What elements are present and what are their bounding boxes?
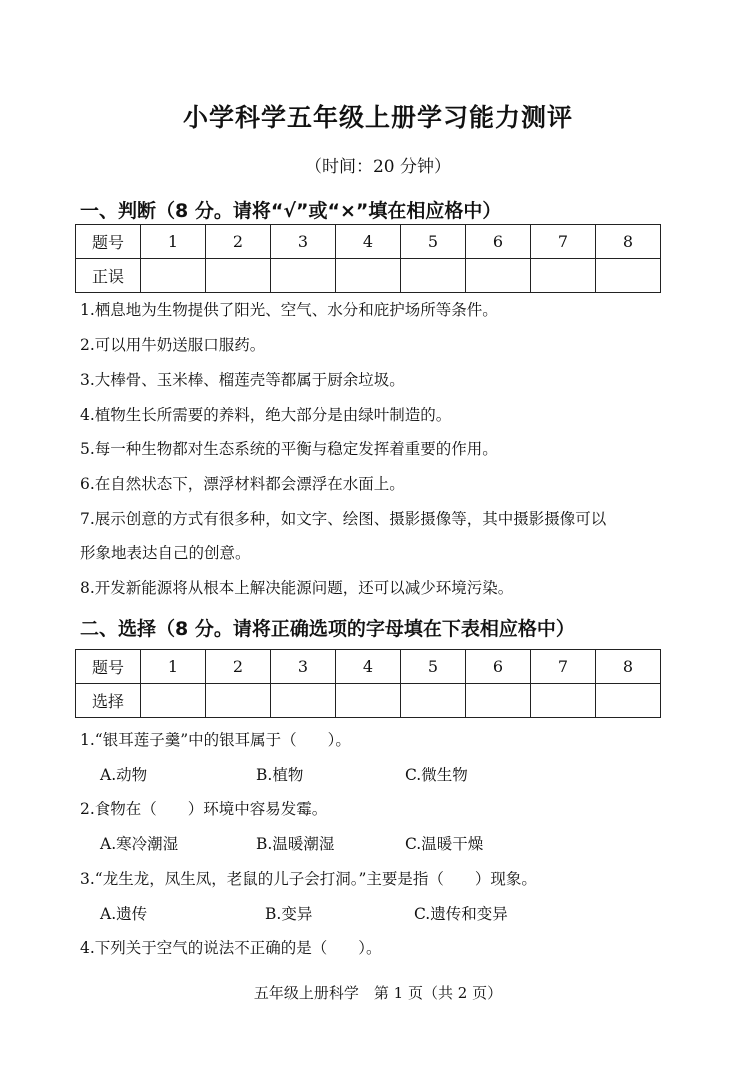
table-cell: 3 — [271, 650, 336, 684]
table-cell: 3 — [271, 225, 336, 259]
row-header: 选择 — [76, 684, 141, 718]
choice-question-4: 4.下列关于空气的说法不正确的是（ ）。 — [80, 939, 382, 957]
answer-cell[interactable] — [596, 684, 661, 718]
answer-cell[interactable] — [141, 259, 206, 293]
table-cell: 2 — [206, 225, 271, 259]
table-cell: 7 — [531, 225, 596, 259]
row-header: 题号 — [76, 225, 141, 259]
answer-cell[interactable] — [141, 684, 206, 718]
answer-cell[interactable] — [271, 259, 336, 293]
judge-answer-table — [75, 224, 661, 293]
section2-heading: 二、选择（8 分。请将正确选项的字母填在下表相应格中） — [80, 618, 575, 640]
choice-question-1: 1.“银耳莲子羹”中的银耳属于（ ）。 — [80, 731, 351, 749]
choice-2-option-a: A.寒冷潮湿 — [100, 835, 179, 853]
table-row — [76, 650, 661, 684]
page-footer: 五年级上册科学 第 1 页（共 2 页） — [253, 984, 503, 1002]
table-cell: 8 — [596, 225, 661, 259]
judge-item-8: 8.开发新能源将从根本上解决能源问题，还可以减少环境污染。 — [80, 579, 514, 597]
table-row — [76, 225, 661, 259]
table-cell: 4 — [336, 225, 401, 259]
judge-item-3: 3.大棒骨、玉米棒、榴莲壳等都属于厨余垃圾。 — [80, 371, 405, 389]
answer-cell[interactable] — [336, 684, 401, 718]
row-header: 正误 — [76, 259, 141, 293]
judge-item-7: 7.展示创意的方式有很多种，如文字、绘图、摄影摄像等，其中摄影摄像可以 — [80, 510, 607, 528]
answer-cell[interactable] — [206, 684, 271, 718]
judge-item-6: 6.在自然状态下，漂浮材料都会漂浮在水面上。 — [80, 475, 405, 493]
table-cell: 8 — [596, 650, 661, 684]
table-cell: 4 — [336, 650, 401, 684]
choice-2-option-c: C.温暖干燥 — [405, 835, 484, 853]
answer-cell[interactable] — [531, 684, 596, 718]
choice-3-option-a: A.遗传 — [100, 905, 148, 923]
choice-2-option-b: B.温暖潮湿 — [256, 835, 335, 853]
answer-cell[interactable] — [401, 259, 466, 293]
choice-3-option-b: B.变异 — [265, 905, 313, 923]
table-cell: 5 — [401, 650, 466, 684]
answer-cell[interactable] — [466, 259, 531, 293]
answer-cell[interactable] — [401, 684, 466, 718]
answer-cell[interactable] — [336, 259, 401, 293]
choice-1-option-b: B.植物 — [256, 766, 304, 784]
choice-1-option-c: C.微生物 — [405, 766, 468, 784]
table-cell: 5 — [401, 225, 466, 259]
table-cell: 2 — [206, 650, 271, 684]
time-limit: （时间：20 分钟） — [304, 157, 452, 177]
table-row — [76, 259, 661, 293]
table-cell: 1 — [141, 225, 206, 259]
choice-3-option-c: C.遗传和变异 — [414, 905, 508, 923]
judge-item-7-cont: 形象地表达自己的创意。 — [80, 544, 251, 562]
answer-cell[interactable] — [206, 259, 271, 293]
answer-cell[interactable] — [271, 684, 336, 718]
table-cell: 6 — [466, 225, 531, 259]
judge-item-4: 4.植物生长所需要的养料，绝大部分是由绿叶制造的。 — [80, 406, 452, 424]
choice-question-3: 3.“龙生龙，凤生凤，老鼠的儿子会打洞。”主要是指（ ）现象。 — [80, 870, 537, 888]
choice-question-2: 2.食物在（ ）环境中容易发霉。 — [80, 800, 328, 818]
answer-cell[interactable] — [596, 259, 661, 293]
row-header: 题号 — [76, 650, 141, 684]
judge-item-1: 1.栖息地为生物提供了阳光、空气、水分和庇护场所等条件。 — [80, 301, 498, 319]
answer-cell[interactable] — [466, 684, 531, 718]
page-title: 小学科学五年级上册学习能力测评 — [182, 103, 573, 132]
judge-item-5: 5.每一种生物都对生态系统的平衡与稳定发挥着重要的作用。 — [80, 440, 498, 458]
judge-item-2: 2.可以用牛奶送服口服药。 — [80, 336, 266, 354]
answer-cell[interactable] — [531, 259, 596, 293]
table-cell: 7 — [531, 650, 596, 684]
choice-answer-table — [75, 649, 661, 718]
table-row — [76, 684, 661, 718]
section1-heading: 一、判断（8 分。请将“√”或“×”填在相应格中） — [80, 200, 502, 222]
choice-1-option-a: A.动物 — [100, 766, 148, 784]
table-cell: 6 — [466, 650, 531, 684]
table-cell: 1 — [141, 650, 206, 684]
